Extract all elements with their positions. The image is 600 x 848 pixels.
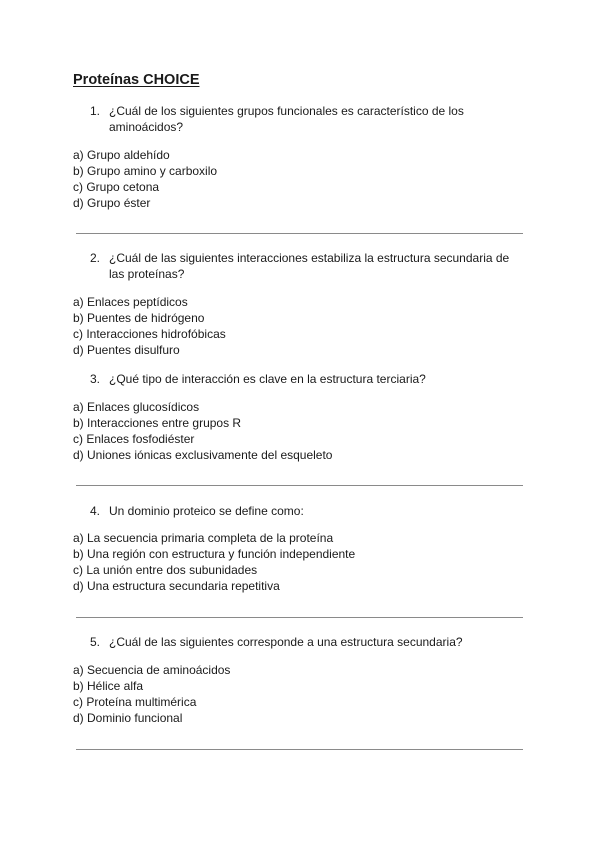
question-5-options — [73, 662, 230, 726]
question-3 — [90, 371, 520, 387]
question-3-options — [73, 399, 332, 463]
divider — [76, 485, 523, 486]
question-1-number: 1. — [90, 104, 101, 118]
question-5-number: 5. — [90, 635, 101, 649]
option-b: b) Interacciones entre grupos R — [73, 416, 242, 430]
question-5-text: ¿Cuál de las siguientes corresponde a una estructura secundaria? — [109, 635, 463, 649]
option-b: b) Hélice alfa — [73, 679, 144, 693]
question-2 — [90, 250, 520, 282]
option-d: d) Uniones iónicas exclusivamente del esqueleto — [73, 448, 333, 462]
option-c: c) Proteína multimérica — [73, 695, 197, 709]
option-c: c) Enlaces fosfodiéster — [73, 432, 195, 446]
divider — [76, 617, 523, 618]
divider — [76, 749, 523, 750]
option-b: b) Grupo amino y carboxilo — [73, 164, 218, 178]
question-4-options — [73, 530, 355, 594]
question-1-text: ¿Cuál de los siguientes grupos funcionales es característico de los aminoácidos? — [109, 104, 464, 134]
question-1 — [90, 103, 520, 135]
question-3-text: ¿Qué tipo de interacción es clave en la estructura terciaria? — [109, 372, 426, 386]
option-d: d) Puentes disulfuro — [73, 343, 180, 357]
question-4-text: Un dominio proteico se define como: — [109, 504, 304, 518]
option-b: b) Puentes de hidrógeno — [73, 311, 205, 325]
question-3-number: 3. — [90, 372, 101, 386]
option-d: d) Grupo éster — [73, 196, 151, 210]
option-a: a) Enlaces peptídicos — [73, 295, 188, 309]
divider — [76, 233, 523, 234]
page-title: Proteínas CHOICE — [73, 72, 200, 88]
option-d: d) Dominio funcional — [73, 711, 183, 725]
option-a: a) Enlaces glucosídicos — [73, 400, 200, 414]
question-1-options — [73, 147, 217, 211]
option-c: c) La unión entre dos subunidades — [73, 563, 258, 577]
option-b: b) Una región con estructura y función independiente — [73, 547, 356, 561]
option-c: c) Interacciones hidrofóbicas — [73, 327, 226, 341]
question-2-text: ¿Cuál de las siguientes interacciones estabiliza la estructura secundaria de las proteínas? — [109, 251, 510, 281]
question-4 — [90, 503, 520, 519]
question-5 — [90, 634, 520, 650]
option-a: a) Grupo aldehído — [73, 148, 170, 162]
option-a: a) Secuencia de aminoácidos — [73, 663, 231, 677]
option-a: a) La secuencia primaria completa de la proteína — [73, 531, 334, 545]
question-4-number: 4. — [90, 504, 101, 518]
question-2-options — [73, 294, 226, 358]
option-c: c) Grupo cetona — [73, 180, 160, 194]
question-2-number: 2. — [90, 251, 101, 265]
option-d: d) Una estructura secundaria repetitiva — [73, 579, 280, 593]
